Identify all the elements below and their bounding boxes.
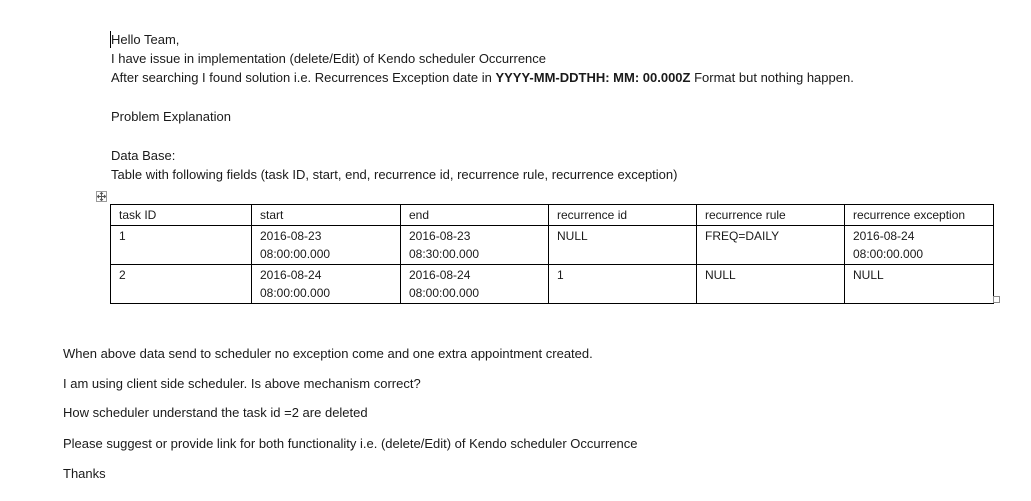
data-table [110,204,994,304]
start-date: 2016-08-24 [260,268,322,282]
end-time: 08:30:00.000 [409,247,480,261]
table-header-row [111,205,994,226]
exception-date: NULL [853,268,884,282]
header-end: end [401,205,549,226]
end-date: 2016-08-24 [409,268,471,282]
outro-line-1: When above data send to scheduler no exception come and one extra appointment created. [63,346,593,361]
cell-start [252,265,401,304]
date-format: YYYY-MM-DDTHH: MM: 00.000Z [495,70,691,85]
greeting: Hello Team, [111,32,180,47]
table-row [111,265,994,304]
header-recurrence-id: recurrence id [549,205,697,226]
outro-line-2: I am using client side scheduler. Is above mechanism correct? [63,376,421,391]
end-time: 08:00:00.000 [409,286,480,300]
header-task-id: task ID [111,205,252,226]
cell-recurrence-id: NULL [549,226,697,265]
table-resize-handle[interactable] [993,296,1000,303]
cell-start [252,226,401,265]
exception-time: 08:00:00.000 [853,247,924,261]
table-row [111,226,994,265]
database-label: Data Base: [111,148,176,163]
outro-line-4: Please suggest or provide link for both functionality i.e. (delete/Edit) of Kendo scheduler Occurrence [63,436,638,451]
cell-recurrence-rule: FREQ=DAILY [697,226,845,265]
issue-line: I have issue in implementation (delete/Edit) of Kendo scheduler Occurrence [111,51,547,66]
end-date: 2016-08-23 [409,229,471,243]
cell-recurrence-exception [845,226,994,265]
problem-heading: Problem Explanation [111,109,231,124]
search-text-before: After searching I found solution i.e. Recurrences Exception date in [111,70,496,85]
start-date: 2016-08-23 [260,229,322,243]
cell-task-id: 2 [111,265,252,304]
sign-off: Thanks [63,466,106,481]
cell-end [401,226,549,265]
search-line [111,70,854,86]
database-description: Table with following fields (task ID, start, end, recurrence id, recurrence rule, recurrence exception) [111,167,678,182]
search-text-after: Format but nothing happen. [690,70,854,85]
cell-recurrence-id: 1 [549,265,697,304]
table-move-handle[interactable] [96,191,107,202]
header-recurrence-rule: recurrence rule [697,205,845,226]
cell-end [401,265,549,304]
outro-line-3: How scheduler understand the task id =2 are deleted [63,405,368,420]
cell-recurrence-exception [845,265,994,304]
exception-date: 2016-08-24 [853,229,915,243]
cell-task-id: 1 [111,226,252,265]
move-arrows-icon [97,192,106,201]
header-recurrence-exception: recurrence exception [845,205,994,226]
cell-recurrence-rule: NULL [697,265,845,304]
start-time: 08:00:00.000 [260,286,331,300]
start-time: 08:00:00.000 [260,247,331,261]
header-start: start [252,205,401,226]
